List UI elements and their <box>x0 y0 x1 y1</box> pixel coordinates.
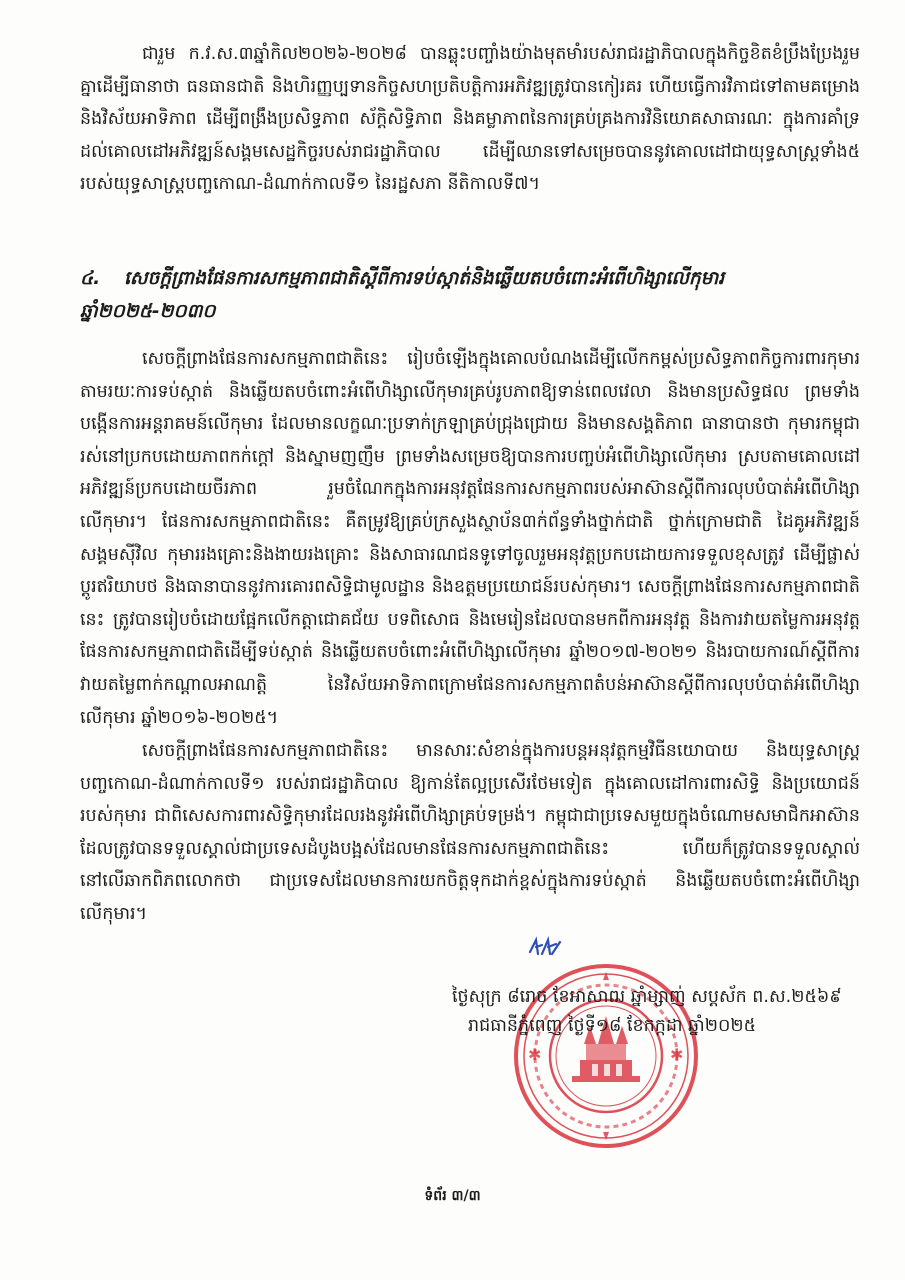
section-number: ៤. <box>80 268 101 289</box>
page-number: ទំព័រ ៣/៣ <box>424 1188 481 1204</box>
signature-date: ថ្ងៃសុក្រ ៨រោច ខែអាសាឍ ឆ្នាំម្សាញ់ សប្តស័ក ព.ស.២៥៦៩ <box>452 987 842 1007</box>
paragraph-1: ជារួម ក.វ.ស.៣ឆ្នាំកិល២០២៦-២០២៨ បានឆ្លុះបញ្ចាំងយ៉ាងមុតមាំរបស់រាជរដ្ឋាភិបាលក្នុងកិច្ចខិតខំប្រឹងប្រែងរួមគ្នាដើម្បីធានាថា ធនធានជាតិ និងហិរញ្ញប្បទានកិច្ចសហប្រតិបត្តិការអភិវឌ្ឍត្រូវបានកៀរគរ ហើយធ្វើការវិភាជទៅតាមគម្រោងនិងវិស័យអាទិភាព ដើម្បីពង្រឹងប្រសិទ្ធភាព ស័ក្តិសិទ្ធិភាព និងគម្លាភាពនៃការគ្រប់គ្រងការវិនិយោគសាធារណៈ ក្នុងការគាំទ្រដល់គោលដៅអភិវឌ្ឍន៍សង្គមសេដ្ឋកិច្ចរបស់រាជរដ្ឋាភិបាល ដើម្បីឈានទៅសម្រេចបាននូវគោលដៅជាយុទ្ធសាស្ត្រទាំង៥ របស់យុទ្ធសាស្ត្របញ្ចកោណ-ដំណាក់កាលទី១ នៃរដ្ឋសភា នីតិកាលទី៧។ <box>80 44 860 195</box>
initials-icon <box>528 936 562 958</box>
section-heading <box>80 262 860 328</box>
signature-place: រាជធានីភ្នំពេញ ថ្ងៃទី១៨ ខែកក្កដា ឆ្នាំ២០២៥ <box>468 1016 756 1036</box>
svg-text:✱: ✱ <box>528 1045 542 1064</box>
paragraph-3: សេចក្តីព្រាងផែនការសកម្មភាពជាតិនេះ មានសារៈសំខាន់ក្នុងការបន្តអនុវត្តកម្មវិធីនយោបាយ និងយុទ្ធសាស្ត្របញ្ចកោណ-ដំណាក់កាលទី១ របស់រាជរដ្ឋាភិបាល ឱ្យកាន់តែល្អប្រសើរថែមទៀត ក្នុងគោលដៅការពារសិទ្ធិ និងប្រយោជន៍របស់កុមារ ជាពិសេសការពារសិទ្ធិកុមារដែលរងនូវអំពើហិង្សាគ្រប់ទម្រង់។ កម្ពុជាជាប្រទេសមួយក្នុងចំណោមសមាជិកអាស៊ានដែលត្រូវបានទទួលស្គាល់ជាប្រទេសដំបូងបង្អស់ដែលមានផែនការសកម្មភាពជាតិនេះ ហើយក៏ត្រូវបានទទួលស្គាល់នៅលើឆាកពិភពលោកថា ជាប្រទេសដែលមានការយកចិត្តទុកដាក់ខ្ពស់ក្នុងការទប់ស្កាត់ និងឆ្លើយតបចំពោះអំពើហិង្សាលើកុមារ។ <box>80 741 860 924</box>
section-title: សេចក្តីព្រាងផែនការសកម្មភាពជាតិស្តីពីការទប់ស្កាត់និងឆ្លើយតបចំពោះអំពើហិង្សាលើកុមារ ឆ្នាំ២០២៥-២០៣០ <box>80 268 725 322</box>
svg-text:✱: ✱ <box>670 1045 684 1064</box>
paragraph-2: សេចក្តីព្រាងផែនការសកម្មភាពជាតិនេះ រៀបចំឡើងក្នុងគោលបំណងដើម្បីលើកកម្ពស់ប្រសិទ្ធភាពកិច្ចការពារកុមារ តាមរយៈការទប់ស្កាត់ និងឆ្លើយតបចំពោះអំពើហិង្សាលើកុមារគ្រប់រូបភាពឱ្យទាន់ពេលវេលា និងមានប្រសិទ្ធផល ព្រមទាំងបង្កើនការអន្តរាគមន៍លើកុមារ ដែលមានលក្ខណៈប្រទាក់ក្រឡាគ្រប់ជ្រុងជ្រោយ និងមានសង្គតិភាព ធានាបានថា កុមារកម្ពុជារស់នៅប្រកបដោយភាពកក់ក្តៅ និងស្នាមញញឹម ព្រមទាំងសម្រេចឱ្យបានការបញ្ចប់អំពើហិង្សាលើកុមារ ស្របតាមគោលដៅអភិវឌ្ឍន៍ប្រកបដោយចីរភាព រួមចំណែកក្នុងការអនុវត្តផែនការសកម្មភាពរបស់អាស៊ានស្តីពីការលុបបំបាត់អំពើហិង្សាលើកុមារ។ ផែនការសកម្មភាពជាតិនេះ គឺតម្រូវឱ្យគ្រប់ក្រសួងស្ថាប័ន៣ក់ព័ន្ធទាំងថ្នាក់ជាតិ ថ្នាក់ក្រោមជាតិ ដៃគូអភិវឌ្ឍន៍ សង្គមស៊ីវិល កុមាររងគ្រោះនិងងាយរងគ្រោះ និងសាធារណជនទូទៅចូលរួមអនុវត្តប្រកបដោយការទទួលខុសត្រូវ ដើម្បីផ្លាស់ប្តូរឥរិយាបថ និងធានាបាននូវការគោរពសិទ្ធិជាមូលដ្ឋាន និងឧត្តមប្រយោជន៍របស់កុមារ។ សេចក្តីព្រាងផែនការសកម្មភាពជាតិនេះ ត្រូវបានរៀបចំដោយផ្អែកលើកត្តាជោគជ័យ បទពិសោធ និងមេរៀនដែលបានមកពីការអនុវត្ត និងការវាយតម្លៃការអនុវត្តផែនការសកម្មភាពជាតិដើម្បីទប់ស្កាត់ និងឆ្លើយតបចំពោះអំពើហិង្សាលើកុមារ ឆ្នាំ២០១៧-២០២១ និងរបាយការណ៍ស្តីពីការវាយតម្លៃពាក់កណ្តាលអាណត្តិ នៃវិស័យអាទិភាពក្រោមផែនការសកម្មភាពតំបន់អាស៊ានស្តីពីការលុបបំបាត់អំពើហិង្សាលើកុមារ ឆ្នាំ២០១៦-២០២៥។ <box>80 349 860 728</box>
